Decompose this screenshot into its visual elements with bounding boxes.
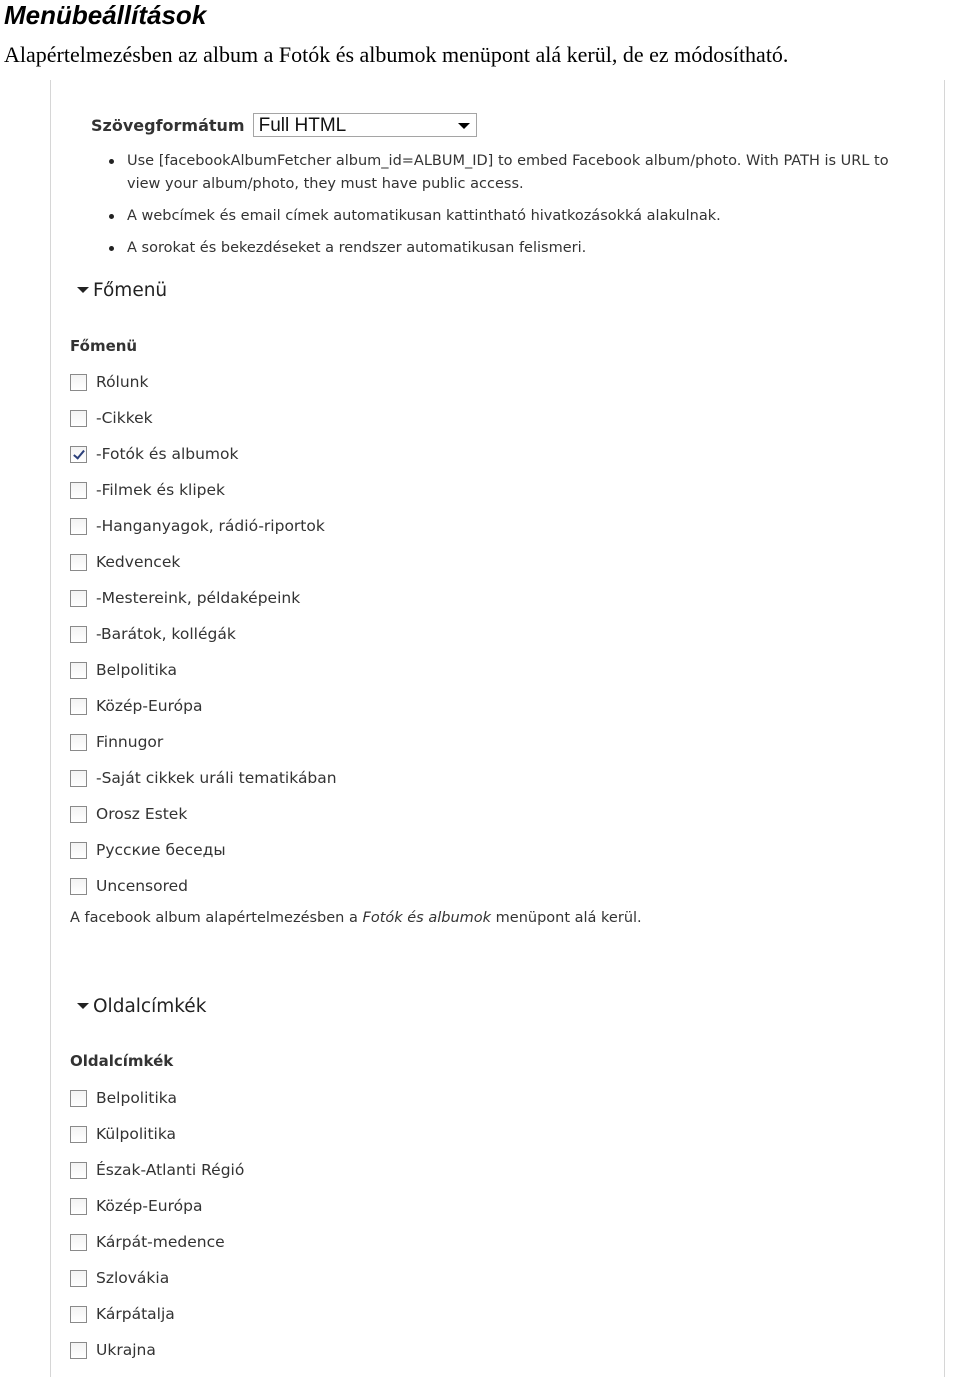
checkbox[interactable] xyxy=(70,1198,87,1215)
collapse-arrow-icon xyxy=(77,1003,89,1009)
menu-item-label: Kedvencek xyxy=(96,553,181,571)
checkbox[interactable] xyxy=(70,1162,87,1179)
bullet-icon xyxy=(109,214,114,219)
checkbox[interactable] xyxy=(70,554,87,571)
main-menu-label: Főmenü xyxy=(70,337,138,355)
menu-item-label: -Mestereink, példaképeink xyxy=(96,589,301,607)
tag-item-label: Kárpátalja xyxy=(96,1305,175,1323)
side-tags-fieldset-toggle[interactable] xyxy=(77,994,206,1018)
main-menu-checklist xyxy=(70,364,337,904)
tag-item-ukrajna[interactable] xyxy=(70,1332,244,1368)
menu-item-hanganyagok[interactable] xyxy=(70,508,337,544)
tag-item-label: Közép-Európa xyxy=(96,1197,203,1215)
side-tags-label: Oldalcímkék xyxy=(70,1052,174,1070)
menu-item-cikkek[interactable] xyxy=(70,400,337,436)
menu-item-label: -Saját cikkek uráli tematikában xyxy=(96,769,337,787)
checkbox[interactable] xyxy=(70,518,87,535)
document-description: Alapértelmezésben az album a Fotók és albumok menüpont alá kerül, de ez módosítható. xyxy=(4,42,789,67)
checkbox[interactable] xyxy=(70,734,87,751)
menu-item-rolunk[interactable] xyxy=(70,364,337,400)
main-menu-fieldset-toggle[interactable] xyxy=(77,278,167,302)
form-screenshot xyxy=(50,80,945,1377)
menu-item-finnugor[interactable] xyxy=(70,724,337,760)
menu-item-label: Rólunk xyxy=(96,373,149,391)
format-tips-list xyxy=(107,150,917,269)
checkbox[interactable] xyxy=(70,878,87,895)
checkbox[interactable] xyxy=(70,1090,87,1107)
menu-item-label: Belpolitika xyxy=(96,661,177,679)
main-menu-hint xyxy=(70,910,642,926)
menu-item-sajat-cikkek[interactable] xyxy=(70,760,337,796)
tag-item-belpolitika[interactable] xyxy=(70,1080,244,1116)
menu-item-russkie-besedy[interactable] xyxy=(70,832,337,868)
menu-item-kozep-europa[interactable] xyxy=(70,688,337,724)
checkbox[interactable] xyxy=(70,590,87,607)
bullet-icon xyxy=(109,246,114,251)
checkbox[interactable] xyxy=(70,1126,87,1143)
side-tags-legend: Oldalcímkék xyxy=(93,995,207,1017)
checkbox[interactable] xyxy=(70,842,87,859)
tag-item-label: Külpolitika xyxy=(96,1125,177,1143)
format-tip-text: A sorokat és bekezdéseket a rendszer automatikusan felismeri. xyxy=(127,240,587,256)
checkbox[interactable] xyxy=(70,410,87,427)
text-format-row xyxy=(91,112,477,138)
menu-item-label: Русские беседы xyxy=(96,841,226,859)
document-title: Menübeállítások xyxy=(4,0,207,30)
menu-item-mestereink[interactable] xyxy=(70,580,337,616)
menu-item-baratok[interactable] xyxy=(70,616,337,652)
text-format-value: Full HTML xyxy=(258,115,347,136)
checkbox[interactable] xyxy=(70,1234,87,1251)
format-tip xyxy=(107,237,917,260)
tag-item-karpatalja[interactable] xyxy=(70,1296,244,1332)
collapse-arrow-icon xyxy=(77,287,89,293)
checkbox[interactable] xyxy=(70,1342,87,1359)
checkbox[interactable] xyxy=(70,662,87,679)
checkbox[interactable] xyxy=(70,770,87,787)
checkbox[interactable] xyxy=(70,482,87,499)
format-tip xyxy=(107,205,917,228)
tag-item-label: Belpolitika xyxy=(96,1089,177,1107)
format-tip xyxy=(107,150,917,196)
checkbox[interactable] xyxy=(70,698,87,715)
menu-item-label: Finnugor xyxy=(96,733,164,751)
tag-item-eszak-atlanti-regio[interactable] xyxy=(70,1152,244,1188)
tag-item-label: Szlovákia xyxy=(96,1269,170,1287)
menu-item-label: -Filmek és klipek xyxy=(96,481,226,499)
main-menu-legend: Főmenü xyxy=(93,279,168,301)
hint-emphasis: Fotók és albumok xyxy=(362,910,492,926)
checkbox[interactable] xyxy=(70,626,87,643)
menu-item-belpolitika[interactable] xyxy=(70,652,337,688)
side-tags-checklist xyxy=(70,1080,244,1368)
menu-item-label: Uncensored xyxy=(96,877,189,895)
checkbox[interactable] xyxy=(70,1270,87,1287)
tag-item-szlovakia[interactable] xyxy=(70,1260,244,1296)
tag-item-kozep-europa[interactable] xyxy=(70,1188,244,1224)
hint-prefix: A facebook album alapértelmezésben a xyxy=(70,910,363,926)
checkbox[interactable] xyxy=(70,374,87,391)
chevron-down-icon xyxy=(458,123,470,129)
menu-item-label: -Fotók és albumok xyxy=(96,445,239,463)
menu-item-orosz-estek[interactable] xyxy=(70,796,337,832)
menu-item-filmek-es-klipek[interactable] xyxy=(70,472,337,508)
checkbox[interactable] xyxy=(70,806,87,823)
menu-item-label: -Barátok, kollégák xyxy=(96,625,236,643)
menu-item-fotok-es-albumok[interactable] xyxy=(70,436,337,472)
tag-item-kulpolitika[interactable] xyxy=(70,1116,244,1152)
text-format-label: Szövegformátum xyxy=(91,115,245,135)
menu-item-label: -Cikkek xyxy=(96,409,153,427)
text-format-select[interactable] xyxy=(253,113,477,137)
menu-item-uncensored[interactable] xyxy=(70,868,337,904)
format-tip-text: Use [facebookAlbumFetcher album_id=ALBUM_ID] to embed Facebook album/photo. With PATH is URL to view your album/photo, they must have public access. xyxy=(127,153,889,192)
checkbox[interactable] xyxy=(70,1306,87,1323)
tag-item-label: Észak-Atlanti Régió xyxy=(96,1161,245,1179)
menu-item-label: Orosz Estek xyxy=(96,805,188,823)
tag-item-karpat-medence[interactable] xyxy=(70,1224,244,1260)
menu-item-label: Közép-Európa xyxy=(96,697,203,715)
tag-item-label: Ukrajna xyxy=(96,1341,156,1359)
menu-item-kedvencek[interactable] xyxy=(70,544,337,580)
menu-item-label: -Hanganyagok, rádió-riportok xyxy=(96,517,325,535)
checkbox-checked[interactable] xyxy=(70,446,87,463)
format-tip-text: A webcímek és email címek automatikusan kattintható hivatkozásokká alakulnak. xyxy=(127,208,721,224)
hint-suffix: menüpont alá kerül. xyxy=(491,910,642,926)
bullet-icon xyxy=(109,159,114,164)
tag-item-label: Kárpát-medence xyxy=(96,1233,225,1251)
